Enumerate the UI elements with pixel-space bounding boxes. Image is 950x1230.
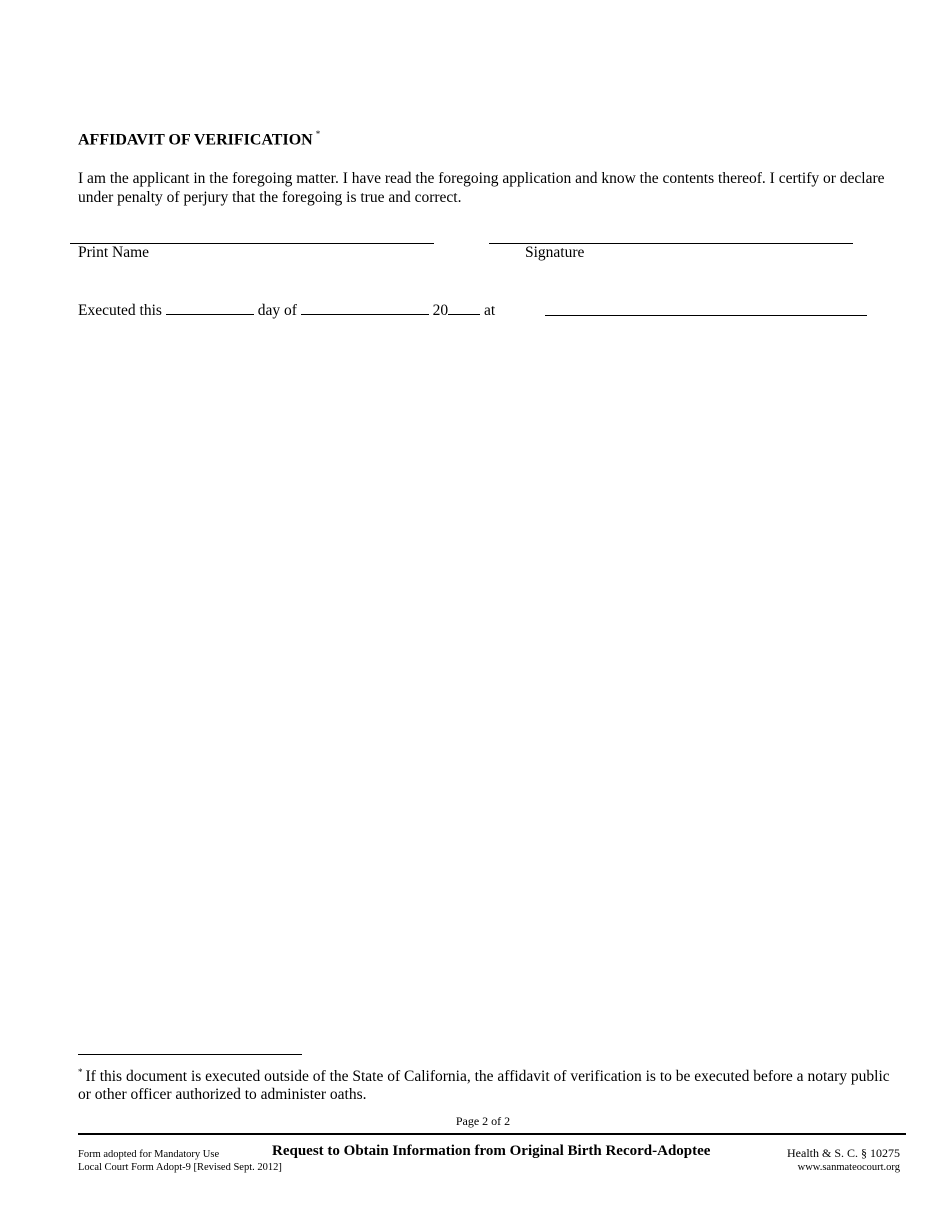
footnote-mark: * <box>78 1067 83 1077</box>
footer-website: www.sanmateocourt.org <box>797 1162 900 1173</box>
print-name-label: Print Name <box>78 244 150 261</box>
year-blank[interactable] <box>448 300 480 315</box>
footer-title: Request to Obtain Information from Original Birth Record-Adoptee <box>272 1143 711 1159</box>
signature-label: Signature <box>525 244 585 261</box>
month-blank[interactable] <box>301 300 429 315</box>
footer-form-id: Local Court Form Adopt-9 [Revised Sept. 2012] <box>78 1162 282 1173</box>
footnote-separator <box>78 1054 302 1055</box>
footnote <box>78 1063 898 1104</box>
affidavit-statement: I am the applicant in the foregoing matter. I have read the foregoing application and know the contents thereof. I certify or declare under penalty of perjury that the foregoing is true and correct. <box>78 170 885 206</box>
page-indicator: Page 2 of 2 <box>455 1114 511 1128</box>
footer-adopted: Form adopted for Mandatory Use <box>78 1149 220 1160</box>
footnote-text: If this document is executed outside of the State of California, the affidavit of verification is to be executed before a notary public or other officer authorized to administer oaths. <box>78 1068 890 1104</box>
footnote-marker: * <box>315 129 321 139</box>
day-blank[interactable] <box>166 300 254 315</box>
footer-code: Health & S. C. § 10275 <box>787 1146 900 1160</box>
executed-this-label: Executed this <box>78 302 162 319</box>
affidavit-heading <box>78 130 320 149</box>
day-of-label: day of <box>257 302 297 319</box>
footer-rule <box>78 1133 906 1135</box>
affidavit-heading-text: AFFIDAVIT OF VERIFICATION <box>78 131 313 149</box>
year-prefix: 20 <box>432 302 449 319</box>
location-line[interactable] <box>545 315 867 316</box>
at-label: at <box>483 302 496 319</box>
execution-line <box>78 300 495 320</box>
